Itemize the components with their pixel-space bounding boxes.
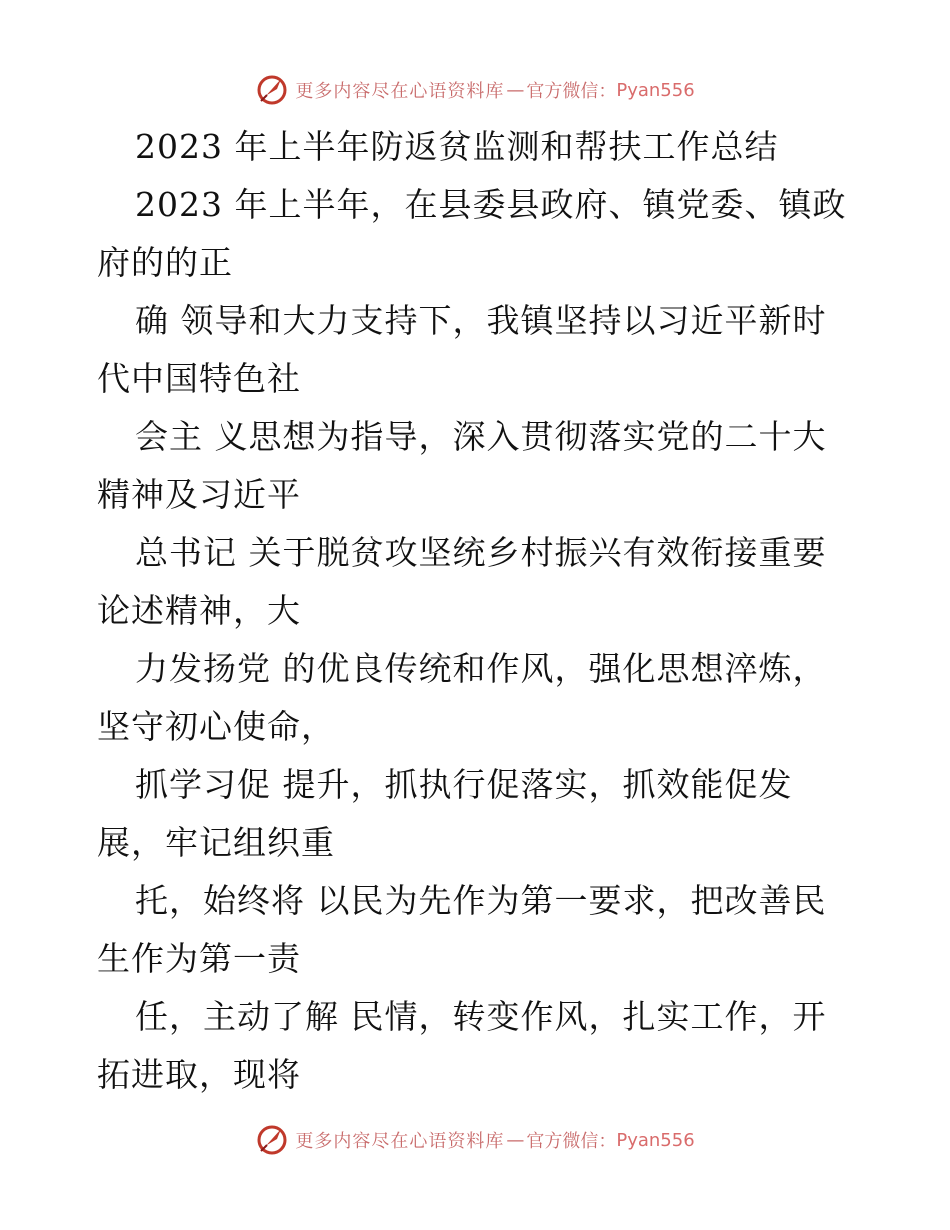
text-line: 任，主动了解 民情，转变作风，扎实工作，开: [135, 997, 827, 1036]
text-line: 托，始终将 以民为先作为第一要求，把改善民: [135, 881, 827, 920]
text-line: 坚守初心使命，: [97, 707, 335, 746]
text-line: 确 领导和大力支持下，我镇坚持以习近平新时: [135, 301, 827, 340]
banner-wechat-label: 官方微信：: [526, 1131, 617, 1152]
document-body: [97, 118, 857, 1104]
text-line: 力发扬党 的优良传统和作风，强化思想淬炼，: [135, 649, 827, 688]
text-line: 精神及习近平: [97, 475, 301, 514]
quill-pen-circle-icon: [255, 73, 289, 107]
text-line: 抓学习促 提升，抓执行促落实，抓效能促发: [135, 765, 793, 804]
text-line: 总书记 关于脱贫攻坚统乡村振兴有效衔接重要: [135, 533, 827, 572]
document-title: 2023 年上半年防返贫监测和帮扶工作总结: [135, 127, 779, 166]
text-line: 拓进取，现将: [97, 1055, 301, 1094]
text-line: 论述精神，大: [97, 591, 301, 630]
banner-wechat-id: Pyan556: [616, 1129, 695, 1151]
banner-text: 更多内容尽在心语资料库: [295, 81, 505, 102]
banner-wechat-id: Pyan556: [616, 79, 695, 101]
banner-dash: —: [506, 1129, 525, 1151]
text-line: 2023 年上半年，在县委县政府、镇党委、镇政: [135, 185, 847, 224]
banner-wechat-label: 官方微信：: [526, 81, 617, 102]
quill-pen-circle-icon: [255, 1123, 289, 1157]
text-line: 展，牢记组织重: [97, 823, 335, 862]
text-line: 生作为第一责: [97, 939, 301, 978]
text-line: 代中国特色社: [97, 359, 301, 398]
footer-banner: [0, 1120, 950, 1160]
header-banner: [0, 70, 950, 110]
banner-dash: —: [506, 79, 525, 101]
text-line: 府的的正: [97, 243, 233, 282]
text-line: 会主 义思想为指导，深入贯彻落实党的二十大: [135, 417, 827, 456]
banner-text: 更多内容尽在心语资料库: [295, 1131, 505, 1152]
